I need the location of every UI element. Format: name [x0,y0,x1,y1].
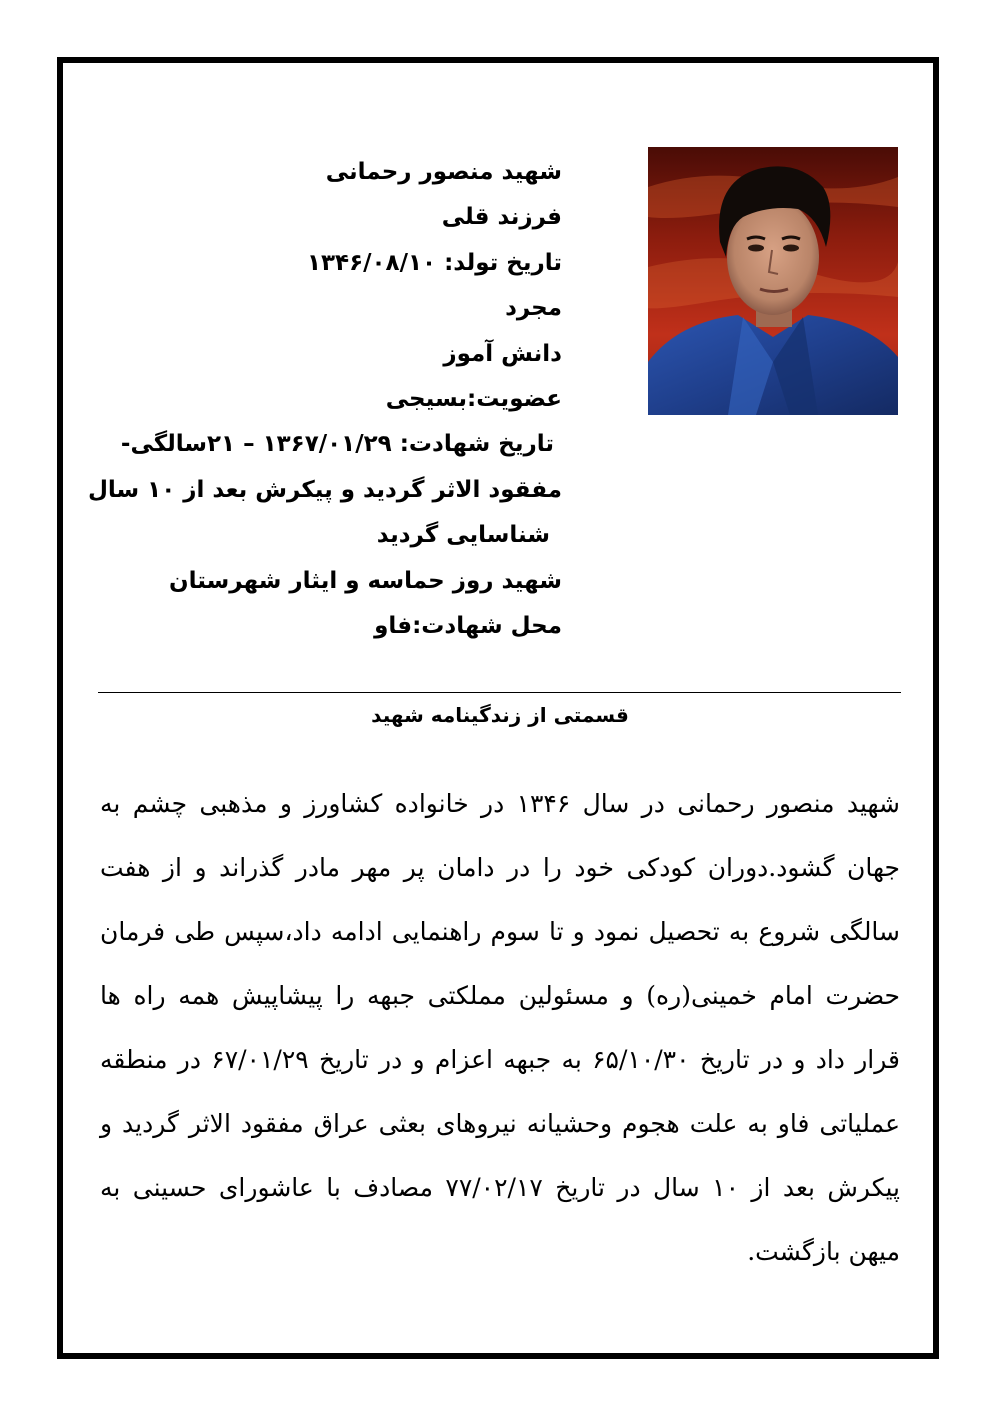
missing-status-line-1: مفقود الاثر گردید و پیکرش بعد از ۱۰ سال [87,476,562,503]
biography-heading: قسمتی از زندگینامه شهید [371,703,629,727]
membership: عضویت:بسیجی [385,385,562,412]
martyr-name: شهید منصور رحمانی [325,159,562,185]
martyrdom-date: تاریخ شهادت: ۱۳۶۷/۰۱/۲۹ – ۲۱سالگی- [120,431,554,458]
martyrdom-place: محل شهادت:فاو [374,612,562,639]
martyr-portrait-photo [648,147,898,415]
section-divider [98,692,901,693]
martyr-profile-details [88,150,562,649]
occupation: دانش آموز [443,340,562,367]
birth-date: تاریخ تولد: ۱۳۴۶/۰۸/۱۰ [306,249,562,276]
missing-status-line-2: شناسایی گردید [376,522,550,549]
father-name: فرزند قلی [441,204,562,231]
honor-day-line: شهید روز حماسه و ایثار شهرستان [169,567,562,594]
biography-paragraph: شهید منصور رحمانی در سال ۱۳۴۶ در خانواده کشاورز و مذهبی چشم به جهان گشود.دوران کودکی خود را در دامان پر مهر مادر گذراند و از هفت سالگی شروع به تحصیل نمود و تا سوم راهنمایی ادامه داد،سپس طی فرمان حضرت امام خمینی(ره) و مسئولین مملکتی جبهه را پیشاپیش همه راه ها قرار داد و در تاریخ ۶۵/۱۰/۳۰ به جبهه اعزام و در تاریخ ۶۷/۰۱/۲۹ در منطقه عملیاتی فاو به علت هجوم وحشیانه نیروهای بعثی عراق مفقود الاثر گردید و پیکرش بعد از ۱۰ سال در تاریخ ۷۷/۰۲/۱۷ مصادف با عاشورای حسینی به میهن بازگشت. [100,789,901,1266]
marital-status: مجرد [505,295,562,322]
